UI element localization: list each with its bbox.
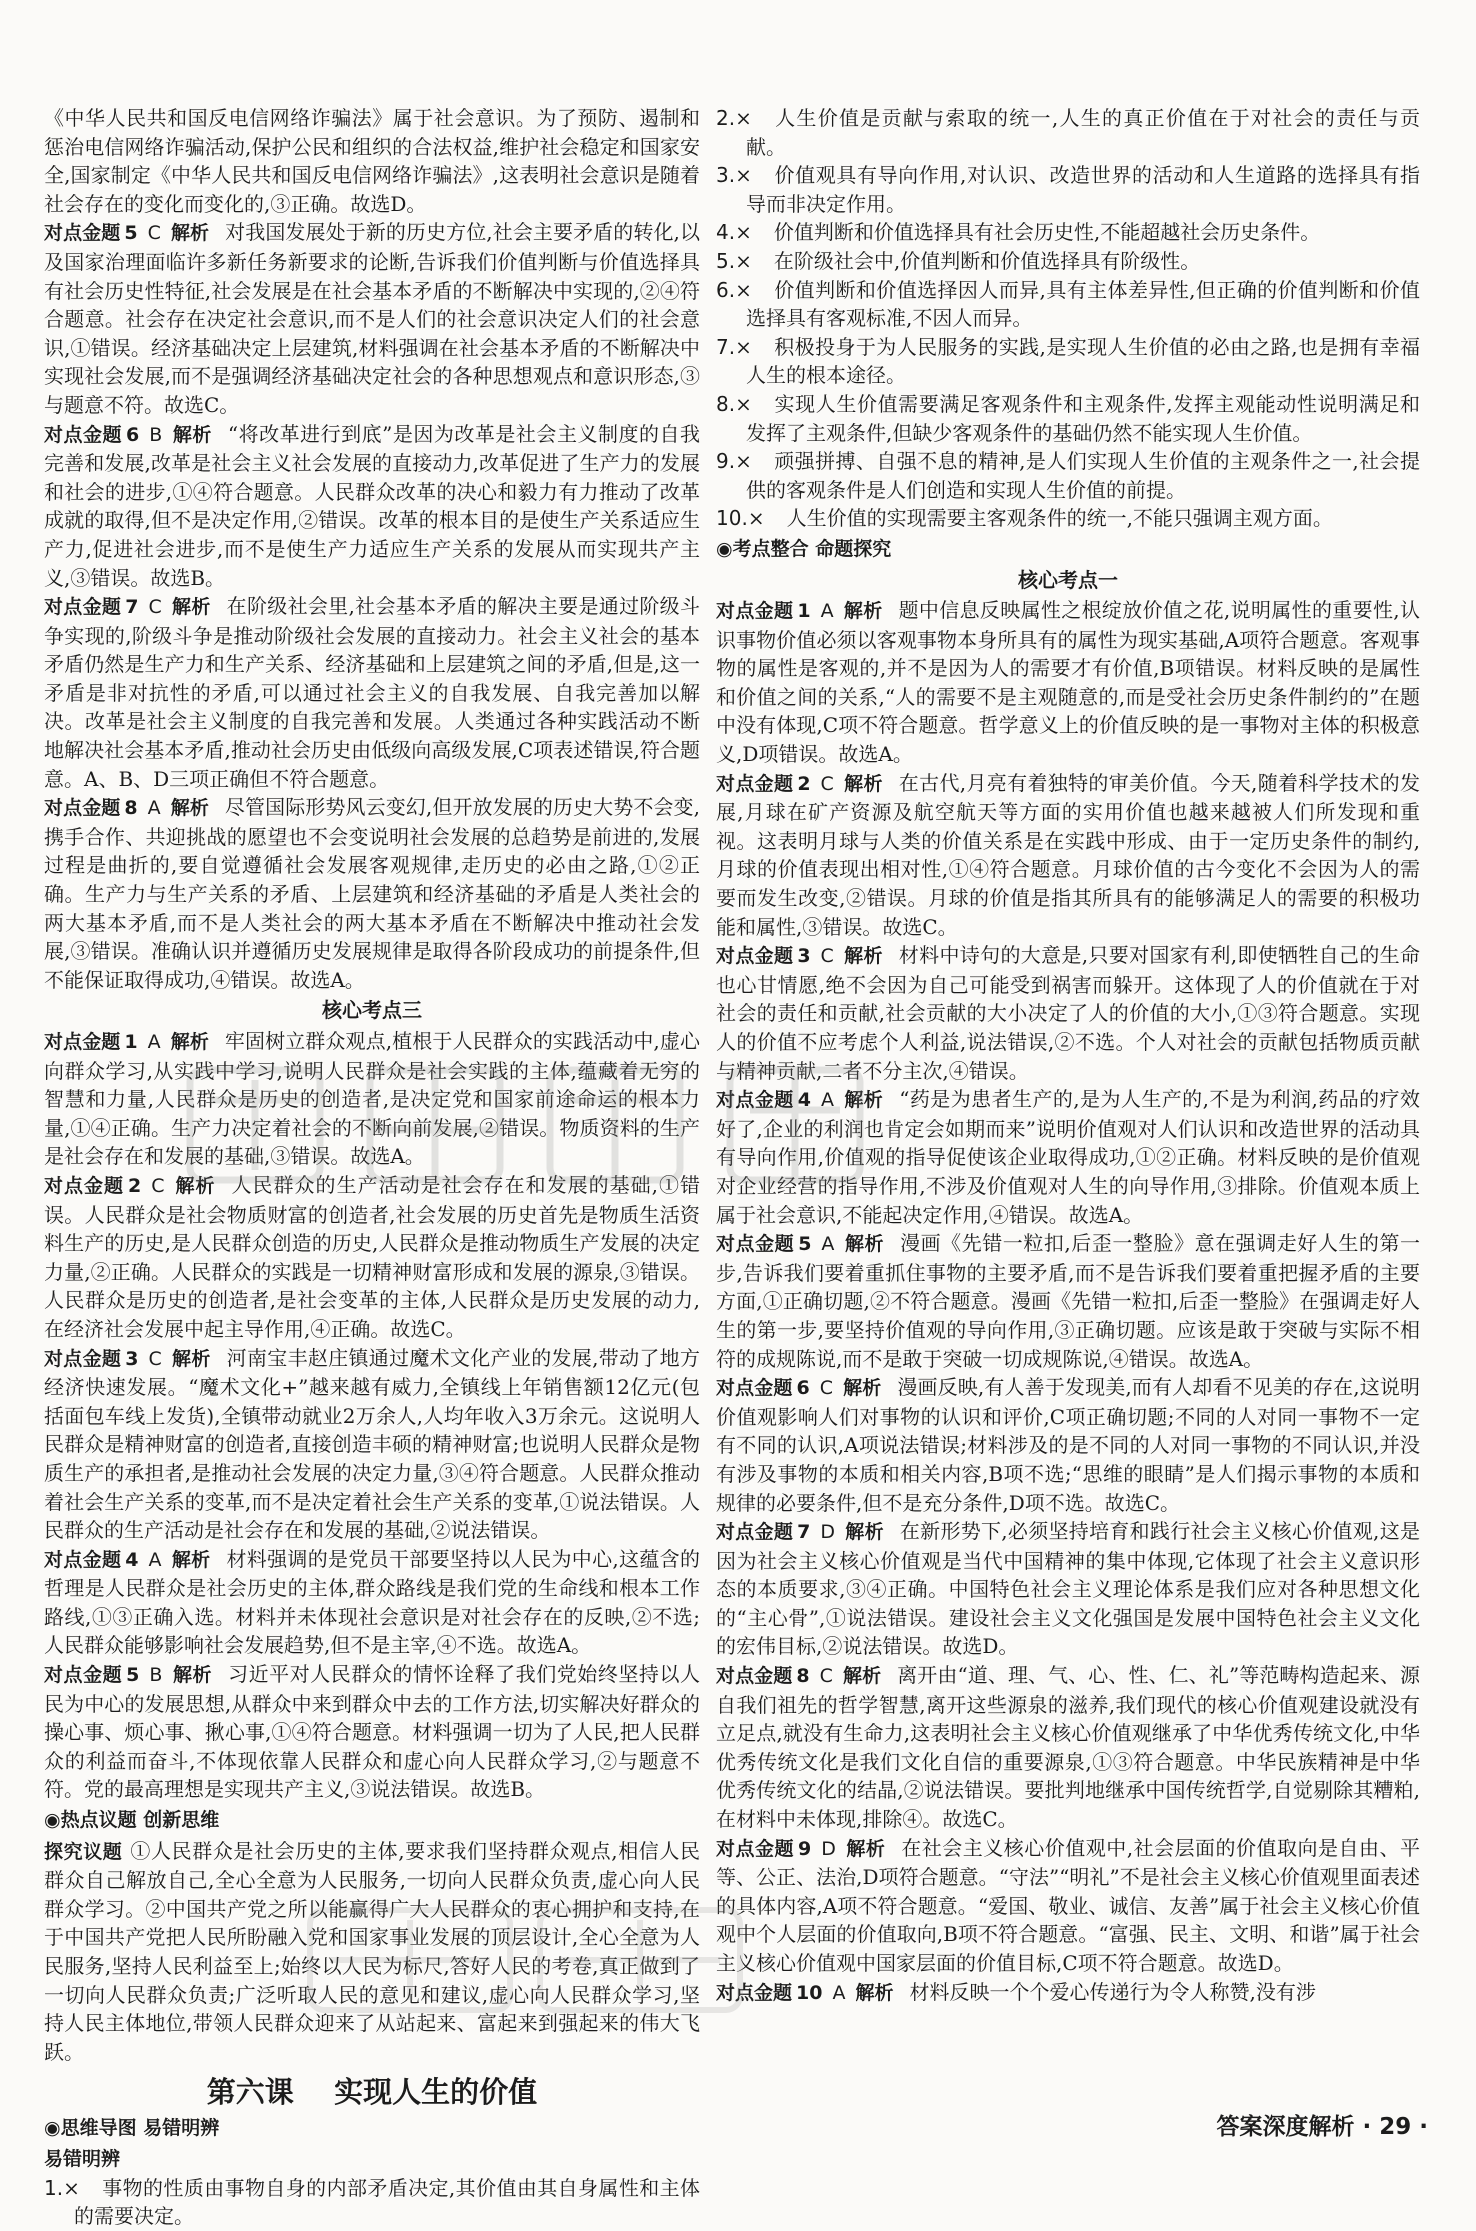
question-explanation <box>44 1171 700 1344</box>
question-number: 2 <box>797 772 811 795</box>
question-label: 对点金题 <box>716 1981 793 2004</box>
explanation-text: 离开由“道、理、气、心、性、仁、礼”等范畴构造起来、源自我们祖先的哲学智慧,离开这些源泉的滋养,我们现代的核心价值观建设就没有立足点,就没有生命力,这表明社会主义核心价值观继承了中华优秀传统文化,中华优秀传统文化是我们文化自信的重要源泉,①③符合题意。中华民族精神是中华优秀传统文化的结晶,②说法错误。要批判地继承中国传统哲学,自觉剔除其糟粕,在材料中未体现,排除④。故选C。 <box>716 1663 1420 1832</box>
question-label: 对点金题 <box>44 797 121 820</box>
item-text: 价值判断和价值选择因人而异,具有主体差异性,但正确的价值判断和价值选择具有客观标准,不因人而异。 <box>746 277 1420 331</box>
answer-letter: C <box>148 596 162 619</box>
item-text: 事物的性质由事物自身的内部矛盾决定,其价值由其自身属性和主体的需要决定。 <box>74 2175 700 2229</box>
question-number: 10 <box>796 1981 823 2004</box>
error-item <box>716 390 1420 447</box>
question-label: 对点金题 <box>716 945 794 968</box>
error-item <box>716 333 1420 390</box>
item-number: 10. <box>716 506 748 531</box>
question-label: 对点金题 <box>716 1521 794 1544</box>
question-explanation <box>44 1344 700 1545</box>
answer-letter: C <box>151 1174 165 1197</box>
question-explanation <box>44 218 700 419</box>
answer-letter: B <box>149 423 163 446</box>
answer-letter: C <box>148 1347 162 1370</box>
question-number: 3 <box>797 945 811 968</box>
explanation-text: 漫画《先错一粒扣,后歪一整脸》意在强调走好人生的第一步,告诉我们要着重抓住事物的主要矛盾,而不是告诉我们要着重把握矛盾的主要方面,①正确切题,②不符合题意。漫画《先错一粒扣,后歪一整脸》在强调走好人生的第一步,要坚持价值观的导向作用,③正确切题。应该是敢于突破与实际不相符的成规陈说,而不是敢于突破一切成规陈说,④错误。故选A。 <box>716 1231 1420 1371</box>
wrong-mark: × <box>735 449 752 474</box>
answer-letter: A <box>820 600 834 623</box>
error-item <box>716 504 1420 533</box>
item-number: 8. <box>716 391 736 416</box>
explanation-text: 牢固树立群众观点,植根于人民群众的实践活动中,虚心向群众学习,从实践中学习,说明人民群众是社会实践的主体,蕴藏着无穷的智慧和力量,人民群众是历史的创造者,是决定党和国家前途命运的根本力量,①④正确。生产力决定着社会的不断向前发展,②错误。物质资料的生产是社会存在和发展的基础,③错误。故选A。 <box>44 1029 700 1169</box>
question-number: 7 <box>125 596 139 619</box>
explanation-label: 解析 <box>171 1548 211 1571</box>
subsection-heading: 易错明辨 <box>44 2147 121 2170</box>
item-number: 6. <box>716 277 736 302</box>
answer-letter: C <box>820 945 834 968</box>
question-label: 对点金题 <box>44 423 123 446</box>
question-label: 对点金题 <box>44 1548 122 1571</box>
explanation-text: 在阶级社会里,社会基本矛盾的解决主要是通过阶级斗争实现的,阶级斗争是推动阶级社会发展的直接动力。社会主义社会的基本矛盾仍然是生产力和生产关系、经济基础和上层建筑之间的矛盾,但是,这一矛盾是非对抗性的矛盾,可以通过社会主义的自我发展、自我完善加以解决。改革是社会主义制度的自我完善和发展。人类通过各种实践活动不断地解决社会基本矛盾,推动社会历史由低级向高级发展,C项表述错误,符合题意。A、B、D三项正确但不符合题意。 <box>44 594 700 791</box>
explanation-text: 在古代,月亮有着独特的审美价值。今天,随着科学技术的发展,月球在矿产资源及航空航天等方面的实用价值也越来越被人们所发现和重视。这表明月球与人类的价值关系是在实践中形成、由于一定历史条件的制约,月球的价值表现出相对性,①④符合题意。月球价值的古今变化不会因为人的需要而发生改变,②错误。月球的价值是指其所具有的能够满足人的需要的积极功能和属性,③错误。故选C。 <box>716 770 1420 939</box>
question-explanation <box>44 1545 700 1660</box>
item-number: 2. <box>716 106 736 130</box>
explanation-label: 解析 <box>171 1347 211 1370</box>
question-number: 7 <box>797 1521 811 1544</box>
explanation-label: 解析 <box>845 1521 884 1544</box>
question-explanation <box>44 420 700 593</box>
item-text: 人生价值的实现需要主客观条件的统一,不能只强调主观方面。 <box>786 506 1333 531</box>
question-number: 5 <box>124 222 138 245</box>
explanation-label: 解析 <box>172 1664 213 1687</box>
question-explanation <box>716 769 1420 942</box>
explanation-label: 解析 <box>843 1377 882 1400</box>
item-number: 7. <box>716 334 736 359</box>
section-heading: ◉考点整合 命题探究 <box>716 537 892 560</box>
explanation-label: 解析 <box>843 600 883 623</box>
answer-letter: D <box>821 1837 836 1860</box>
explanation-text: 对我国发展处于新的历史方位,社会主要矛盾的转化,以及国家治理面临许多新任务新要求的论断,告诉我们价值判断与价值选择具有社会历史性特征,社会发展是在社会基本矛盾的不断解决中实现的,②④符合题意。社会存在决定社会意识,而不是人们的社会意识决定人们的社会意识,①错误。经济基础决定上层建筑,材料强调在社会基本矛盾的不断解决中实现社会发展,而不是强调经济基础决定社会的各种思想观点和意识形态,③与题意不符。故选C。 <box>44 220 700 417</box>
question-label: 对点金题 <box>44 1174 125 1197</box>
item-text: 价值观具有导向作用,对认识、改造世界的活动和人生道路的选择具有指导而非决定作用。 <box>746 163 1420 216</box>
explanation-text: 材料中诗句的大意是,只要对国家有利,即使牺牲自己的生命也心甘情愿,绝不会因为自己可能受到祸害而躲开。这体现了人的价值就在于对社会的责任和贡献,社会贡献的大小决定了人的价值的大小,①③符合题意。实现人的价值不应考虑个人利益,说法错误,②不选。个人对社会的贡献包括物质贡献与精神贡献,二者不分主次,④错误。 <box>716 943 1420 1083</box>
error-item <box>716 218 1420 247</box>
explanation-text: 河南宝丰赵庄镇通过魔术文化产业的发展,带动了地方经济快速发展。“魔术文化+”越来越有威力,全镇线上年销售额12亿元(包括面包车线上发货),全镇带动就业2万余人,人均年收入3万余元。这说明人民群众是精神财富的创造者,直接创造丰硕的精神财富;也说明人民群众是物质生产的承担者,是推动社会发展的决定力量,③④符合题意。人民群众推动着社会生产关系的变革,而不是决定着社会生产关系的变革,①说法错误。人民群众的生产活动是社会存在和发展的基础,②说法错误。 <box>44 1345 700 1543</box>
question-number: 8 <box>796 1665 810 1688</box>
error-item <box>716 276 1420 333</box>
item-text: 实现人生价值需要满足客观条件和主观条件,发挥主观能动性说明满足和发挥了主观条件,但缺少客观条件的基础仍然不能实现人生价值。 <box>746 391 1420 445</box>
inquiry-label: 探究议题 <box>44 1840 123 1863</box>
explanation-text: 漫画反映,有人善于发现美,而有人却看不见美的存在,这说明价值观影响人们对事物的认识和评价,C项正确切题;不同的人对同一事物不一定有不同的认识,A项说法错误;材料涉及的是不同的人对同一事物的不同认识,并没有涉及事物的本质和相关内容,B项不选;“思维的眼睛”是人们揭示事物的本质和规律的必要条件,但不是充分条件,D项不选。故选C。 <box>716 1375 1420 1515</box>
core-point-heading: 核心考点三 <box>322 998 422 1023</box>
question-number: 3 <box>125 1347 139 1370</box>
question-label: 对点金题 <box>716 1837 794 1860</box>
item-text: 人生价值是贡献与索取的统一,人生的真正价值在于对社会的责任与贡献。 <box>746 106 1420 159</box>
question-number: 2 <box>128 1174 142 1197</box>
question-label: 对点金题 <box>716 1665 793 1688</box>
question-number: 8 <box>124 797 138 820</box>
answer-letter: A <box>832 1981 846 2004</box>
text-paragraph: 《中华人民共和国反电信网络诈骗法》属于社会意识。为了预防、遏制和惩治电信网络诈骗活动,保护公民和组织的合法权益,维护社会稳定和国家安全,国家制定《中华人民共和国反电信网络诈骗法》,这表明社会意识是随着社会存在的变化而变化的,③正确。故选D。 <box>44 106 700 216</box>
item-number: 4. <box>716 220 736 245</box>
question-label: 对点金题 <box>44 1664 123 1687</box>
wrong-mark: × <box>735 163 752 188</box>
answer-letter: A <box>147 797 161 820</box>
question-label: 对点金题 <box>716 1377 793 1400</box>
wrong-mark: × <box>735 248 752 273</box>
explanation-text: 在社会主义核心价值观中,社会层面的价值取向是自由、平等、公正、法治,D项符合题意。“守法”“明礼”不是社会主义核心价值观里面表述的具体内容,A项不符合题意。“爱国、敬业、诚信、友善”属于社会主义核心价值观中个人层面的价值取向,B项不符合题意。“富强、民主、文明、和谐”属于社会主义核心价值观中国家层面的价值目标,C项不符合题意。故选D。 <box>716 1835 1420 1975</box>
error-item <box>716 104 1420 161</box>
explanation-label: 解析 <box>855 1981 894 2004</box>
wrong-mark: × <box>735 220 752 245</box>
lesson-title: 第六课 实现人生的价值 <box>206 2075 538 2110</box>
question-explanation <box>716 1085 1420 1229</box>
question-number: 1 <box>797 600 811 623</box>
core-point-heading: 核心考点一 <box>1018 567 1118 592</box>
item-text: 积极投身于为人民服务的实践,是实现人生价值的必由之路,也是拥有幸福人生的根本途径。 <box>746 334 1420 388</box>
question-explanation <box>716 1661 1420 1834</box>
question-number: 5 <box>798 1233 812 1256</box>
answer-letter: C <box>819 1377 834 1400</box>
question-explanation <box>716 941 1420 1085</box>
answer-letter: C <box>820 772 834 795</box>
explanation-label: 解析 <box>843 1089 884 1112</box>
explanation-text: “将改革进行到底”是因为改革是社会主义制度的自我完善和发展,改革是社会主义社会发展的直接动力,改革促进了生产力的发展和社会的进步,①④符合题意。人民群众改革的决心和毅力有力推动了改革成就的取得,但不是决定作用,②错误。改革的根本目的是使生产关系适应生产力,促进社会进步,而不是使生产力适应生产关系的发展从而实现共产主义,③错误。故选B。 <box>44 421 700 590</box>
question-number: 9 <box>797 1837 812 1860</box>
item-number: 5. <box>716 248 736 273</box>
item-number: 3. <box>716 163 736 188</box>
section-heading: ◉思维导图 易错明辨 <box>44 2117 220 2140</box>
question-explanation <box>716 1978 1420 2008</box>
explanation-label: 解析 <box>843 772 883 795</box>
question-number: 1 <box>124 1031 138 1053</box>
wrong-mark: × <box>735 277 752 302</box>
explanation-label: 解析 <box>170 1031 209 1053</box>
error-item <box>716 447 1420 504</box>
question-label: 对点金题 <box>716 1233 795 1256</box>
question-explanation <box>716 1517 1420 1661</box>
answer-letter: A <box>147 1031 161 1053</box>
explanation-label: 解析 <box>845 1837 886 1860</box>
item-number: 1. <box>44 2175 64 2200</box>
answer-letter: D <box>820 1521 836 1544</box>
explanation-text: 在新形势下,必须坚持培育和践行社会主义核心价值观,这是因为社会主义核心价值观是当代中国精神的集中体现,它体现了社会主义意识形态的本质要求,③④正确。中国特色社会主义理论体系是我们应对各种思想文化的“主心骨”,①说法错误。建设社会主义文化强国是发展中国特色社会主义文化的宏伟目标,②说法错误。故选D。 <box>716 1519 1420 1659</box>
explanation-text: “药是为患者生产的,是为人生产的,不是为利润,药品的疗效好了,企业的利润也肯定会如期而来”说明价值观对人们认识和改造世界的活动具有导向作用,价值观的指导促使该企业取得成功,①②正确。材料反映的是价值观对企业经营的指导作用,不涉及价值观对人生的向导作用,③排除。价值观本质上属于社会意识,不能起决定作用,④错误。故选A。 <box>716 1087 1420 1227</box>
explanation-label: 解析 <box>170 797 209 820</box>
explanation-label: 解析 <box>171 596 211 619</box>
question-explanation <box>716 1373 1420 1517</box>
explanation-label: 解析 <box>843 945 883 968</box>
explanation-text: 尽管国际形势风云变幻,但开放发展的历史大势不会变,携手合作、共迎挑战的愿望也不会变说明社会发展的总趋势是前进的,发展过程是曲折的,要自觉遵循社会发展客观规律,走历史的必由之路,①②正确。生产力与生产关系的矛盾、上层建筑和经济基础的矛盾是人类社会的两大基本矛盾,而不是人类社会的两大基本矛盾在不断解决中推动社会发展,③错误。准确认识并遵循历史发展规律是取得各阶段成功的前提条件,但不能保证取得成功,④错误。故选A。 <box>44 795 700 992</box>
question-label: 对点金题 <box>716 772 794 795</box>
item-text: 价值判断和价值选择具有社会历史性,不能超越社会历史条件。 <box>773 220 1321 245</box>
question-explanation <box>716 596 1420 769</box>
question-explanation <box>716 1229 1420 1373</box>
wrong-mark: × <box>747 506 765 531</box>
question-number: 6 <box>796 1377 810 1400</box>
error-item <box>716 161 1420 218</box>
explanation-text: 材料反映一个个爱心传递行为令人称赞,没有涉 <box>909 1979 1316 2004</box>
wrong-mark: × <box>63 2175 80 2200</box>
question-label: 对点金题 <box>44 1347 122 1370</box>
question-explanation <box>44 592 700 793</box>
inquiry-text: ①人民群众是社会历史的主体,要求我们坚持群众观点,相信人民群众自己解放自己,全心全意为人民服务,一切向人民群众负责,虚心向人民群众学习。②中国共产党之所以能赢得广大人民群众的衷心拥护和支持,在于中国共产党把人民所盼融入党和国家事业发展的顶层设计,全心全意为人民服务,坚持人民利益至上;始终以人民为标尺,答好人民的考卷,真正做到了一切向人民群众负责;广泛听取人民的意见和建议,虚心向人民群众学习,坚持人民主体地位,带领人民群众迎来了从站起来、富起来到强起来的伟大飞跃。 <box>44 1838 700 2064</box>
answer-letter: A <box>148 1548 162 1571</box>
item-text: 顽强拼搏、自强不息的精神,是人们实现人生价值的主观条件之一,社会提供的客观条件是人们创造和实现人生价值的前提。 <box>746 449 1420 502</box>
item-text: 在阶级社会中,价值判断和价值选择具有阶级性。 <box>773 248 1201 273</box>
explanation-text: 人民群众的生产活动是社会存在和发展的基础,①错误。人民群众是社会物质财富的创造者,社会发展的历史首先是物质生活资料生产的历史,是人民群众创造的历史,人民群众是推动物质生产发展的决定力量,②正确。人民群众的实践是一切精神财富形成和发展的源泉,③错误。人民群众是历史的创造者,是社会变革的主体,人民群众是历史发展的动力,在经济社会发展中起主导作用,④正确。故选C。 <box>44 1172 700 1341</box>
question-label: 对点金题 <box>716 600 794 623</box>
question-number: 4 <box>125 1548 139 1571</box>
question-label: 对点金题 <box>716 1089 794 1112</box>
inquiry-answer <box>44 1837 700 2067</box>
error-item <box>44 2174 700 2231</box>
wrong-mark: × <box>735 334 752 359</box>
answer-letter: A <box>820 1089 834 1112</box>
answer-letter: C <box>147 222 161 245</box>
explanation-text: 题中信息反映属性之根绽放价值之花,说明属性的重要性,认识事物价值必须以客观事物本身所具有的属性为现实基础,A项符合题意。客观事物的属性是客观的,并不是因为人的需要才有价值,B项错误。材料反映的是属性和价值之间的关系,“人的需要不是主观随意的,而是受社会历史条件制约的”在题中没有体现,C项不符合题意。哲学意义上的价值反映的是一事物对主体的积极意义,D项错误。故选A。 <box>716 598 1420 767</box>
question-label: 对点金题 <box>44 222 121 245</box>
left-column <box>44 104 700 2231</box>
explanation-label: 解析 <box>842 1665 882 1688</box>
question-number: 5 <box>126 1664 140 1687</box>
explanation-text: 习近平对人民群众的情怀诠释了我们党始终坚持以人民为中心的发展思想,从群众中来到群众中去的工作方法,切实解决好群众的操心事、烦心事、揪心事,①④符合题意。材料强调一切为了人民,把人民群众的利益而奋斗,不体现依靠人民群众和虚心向人民群众学习,②与题意不符。党的最高理想是实现共产主义,③说法错误。故选B。 <box>44 1662 700 1802</box>
explanation-label: 解析 <box>172 423 212 446</box>
right-column <box>716 104 1420 2007</box>
question-explanation <box>44 1660 700 1804</box>
error-item <box>716 247 1420 276</box>
section-heading: ◉热点议题 创新思维 <box>44 1809 220 1832</box>
item-number: 9. <box>716 449 736 474</box>
wrong-mark: × <box>735 391 752 416</box>
explanation-text: 材料强调的是党员干部要坚持以人民为中心,这蕴含的哲理是人民群众是社会历史的主体,群众路线是我们党的生命线和根本工作路线,①③正确入选。材料并未体现社会意识是对社会存在的反映,②不选;人民群众能够影响社会发展趋势,但不是主宰,④不选。故选A。 <box>44 1546 700 1658</box>
question-label: 对点金题 <box>44 1031 121 1053</box>
wrong-mark: × <box>735 106 752 130</box>
question-number: 6 <box>126 423 140 446</box>
explanation-label: 解析 <box>170 222 210 245</box>
explanation-label: 解析 <box>174 1174 216 1197</box>
question-number: 4 <box>797 1089 811 1112</box>
question-explanation <box>44 793 700 994</box>
page-footer: 答案深度解析 · 29 · <box>1216 2114 1428 2140</box>
question-explanation <box>44 1027 700 1171</box>
answer-letter: A <box>821 1233 835 1256</box>
answer-letter: C <box>819 1665 833 1688</box>
explanation-label: 解析 <box>844 1233 885 1256</box>
answer-letter: B <box>149 1664 163 1687</box>
question-explanation <box>716 1834 1420 1978</box>
question-label: 对点金题 <box>44 596 122 619</box>
